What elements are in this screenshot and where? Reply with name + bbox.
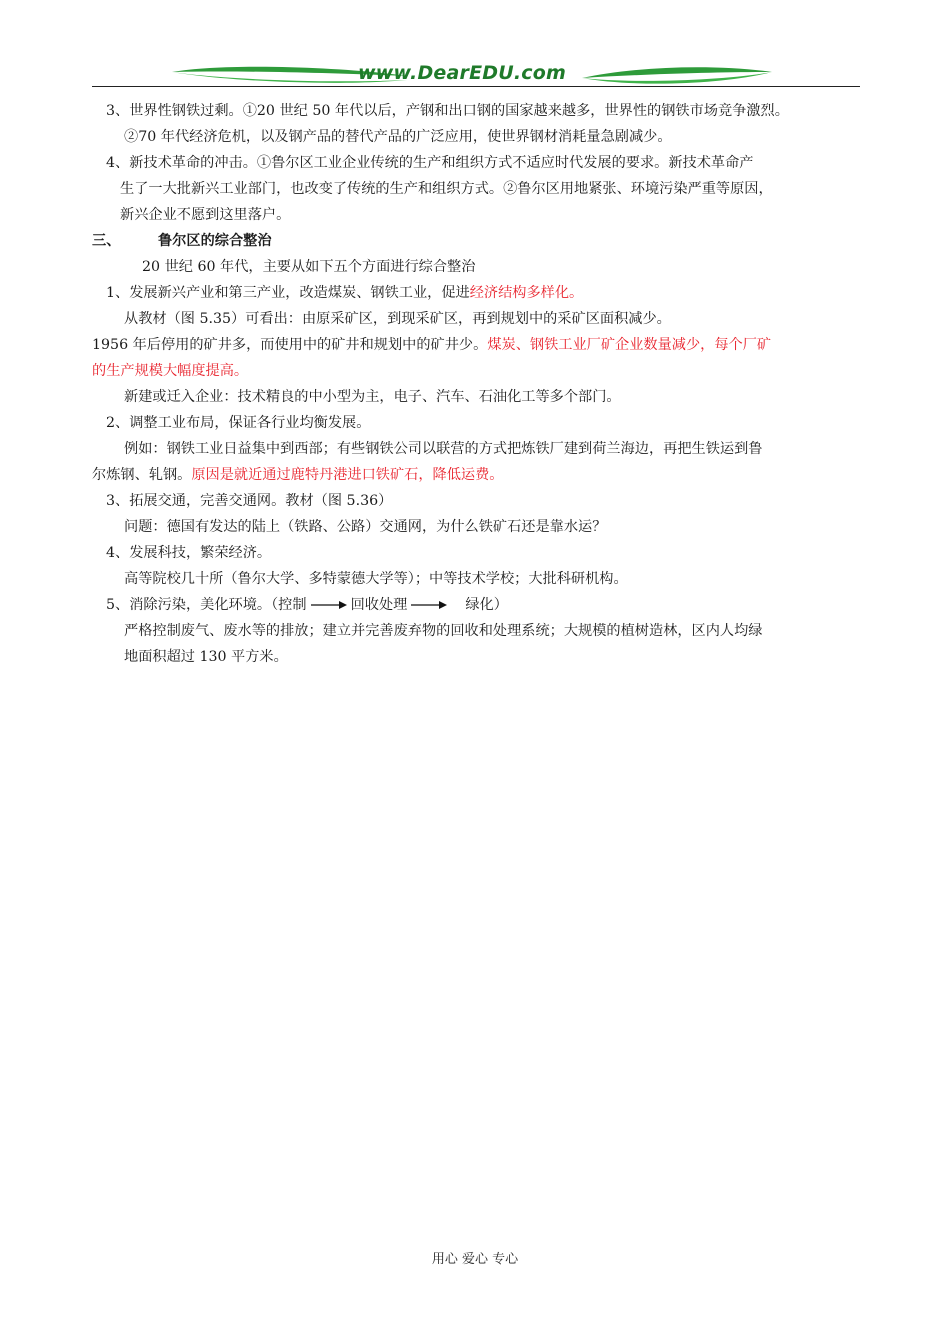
paragraph-line: 严格控制废气、废水等的排放；建立并完善废弃物的回收和处理系统；大规模的植树造林，区内人均绿	[124, 623, 763, 639]
highlight-text: 的生产规模大幅度提高。	[92, 363, 249, 379]
highlight-text: 煤炭、钢铁工业厂矿企业数量减少，每个厂矿	[487, 337, 772, 353]
text-run: 回收处理	[350, 597, 408, 613]
paragraph-line: 20 世纪 60 年代，主要从如下五个方面进行综合整治	[142, 259, 476, 275]
paragraph-line: 从教材（图 5.35）可看出：由原采矿区，到现采矿区，再到规划中的采矿区面积减少。	[124, 311, 671, 327]
highlight-text: 经济结构多样化。	[469, 285, 584, 301]
section-number: 三、	[92, 233, 121, 249]
paragraph-line: 地面积超过 130 平方米。	[124, 649, 288, 665]
paragraph-line: 例如：钢铁工业日益集中到西部；有些钢铁公司以联营的方式把炼铁厂建到荷兰海边，再把生铁运到鲁	[124, 441, 763, 457]
paragraph-line: 高等院校几十所（鲁尔大学、多特蒙德大学等）；中等技术学校；大批科研机构。	[124, 571, 628, 587]
paragraph-line: 问题：德国有发达的陆上（铁路、公路）交通网，为什么铁矿石还是靠水运？	[124, 519, 607, 535]
arrow-right-icon	[311, 600, 347, 610]
paragraph-line: 生了一大批新兴工业部门，也改变了传统的生产和组织方式。②鲁尔区用地紧张、环境污染严重等原因，	[120, 181, 773, 197]
paragraph-line: 2、调整工业布局，保证各行业均衡发展。	[106, 415, 371, 431]
text-run: 1、发展新兴产业和第三产业，改造煤炭、钢铁工业，促进	[106, 285, 470, 301]
paragraph-line	[106, 592, 508, 618]
paragraph-line: 4、新技术革命的冲击。①鲁尔区工业企业传统的生产和组织方式不适应时代发展的要求。新技术革命产	[106, 155, 754, 171]
text-run: 5、消除污染，美化环境。（控制	[106, 597, 307, 613]
paragraph-line: ②70 年代经济危机，以及钢产品的替代产品的广泛应用，使世界钢材消耗量急剧减少。	[124, 129, 672, 145]
page-header	[92, 60, 860, 92]
paragraph-line	[106, 280, 583, 306]
paragraph-line: 新兴企业不愿到这里落户。	[120, 207, 291, 223]
site-logo[interactable]: www.DearEDU.com	[358, 62, 567, 84]
text-run: 1956 年后停用的矿井多，而使用中的矿井和规划中的矿井少。	[92, 337, 488, 353]
paragraph-line	[92, 332, 771, 358]
header-rule	[92, 86, 860, 87]
right-swoosh-icon	[577, 64, 777, 88]
paragraph-line: 新建或迁入企业：技术精良的中小型为主，电子、汽车、石油化工等多个部门。	[124, 389, 621, 405]
paragraph-line: 4、发展科技，繁荣经济。	[106, 545, 272, 561]
section-heading: 鲁尔区的综合整治	[158, 233, 272, 249]
paragraph-line	[92, 462, 503, 488]
text-run: 绿化）	[465, 597, 508, 613]
paragraph-line: 3、世界性钢铁过剩。①20 世纪 50 年代以后，产钢和出口钢的国家越来越多，世界性的钢铁市场竞争激烈。	[106, 103, 789, 119]
highlight-text: 原因是就近通过鹿特丹港进口铁矿石，降低运费。	[191, 467, 504, 483]
page-footer: 用心 爱心 专心	[431, 1252, 519, 1267]
arrow-right-icon	[411, 600, 447, 610]
text-run: 尔炼钢、轧钢。	[92, 467, 192, 483]
paragraph-line: 3、拓展交通，完善交通网。教材（图 5.36）	[106, 493, 393, 509]
